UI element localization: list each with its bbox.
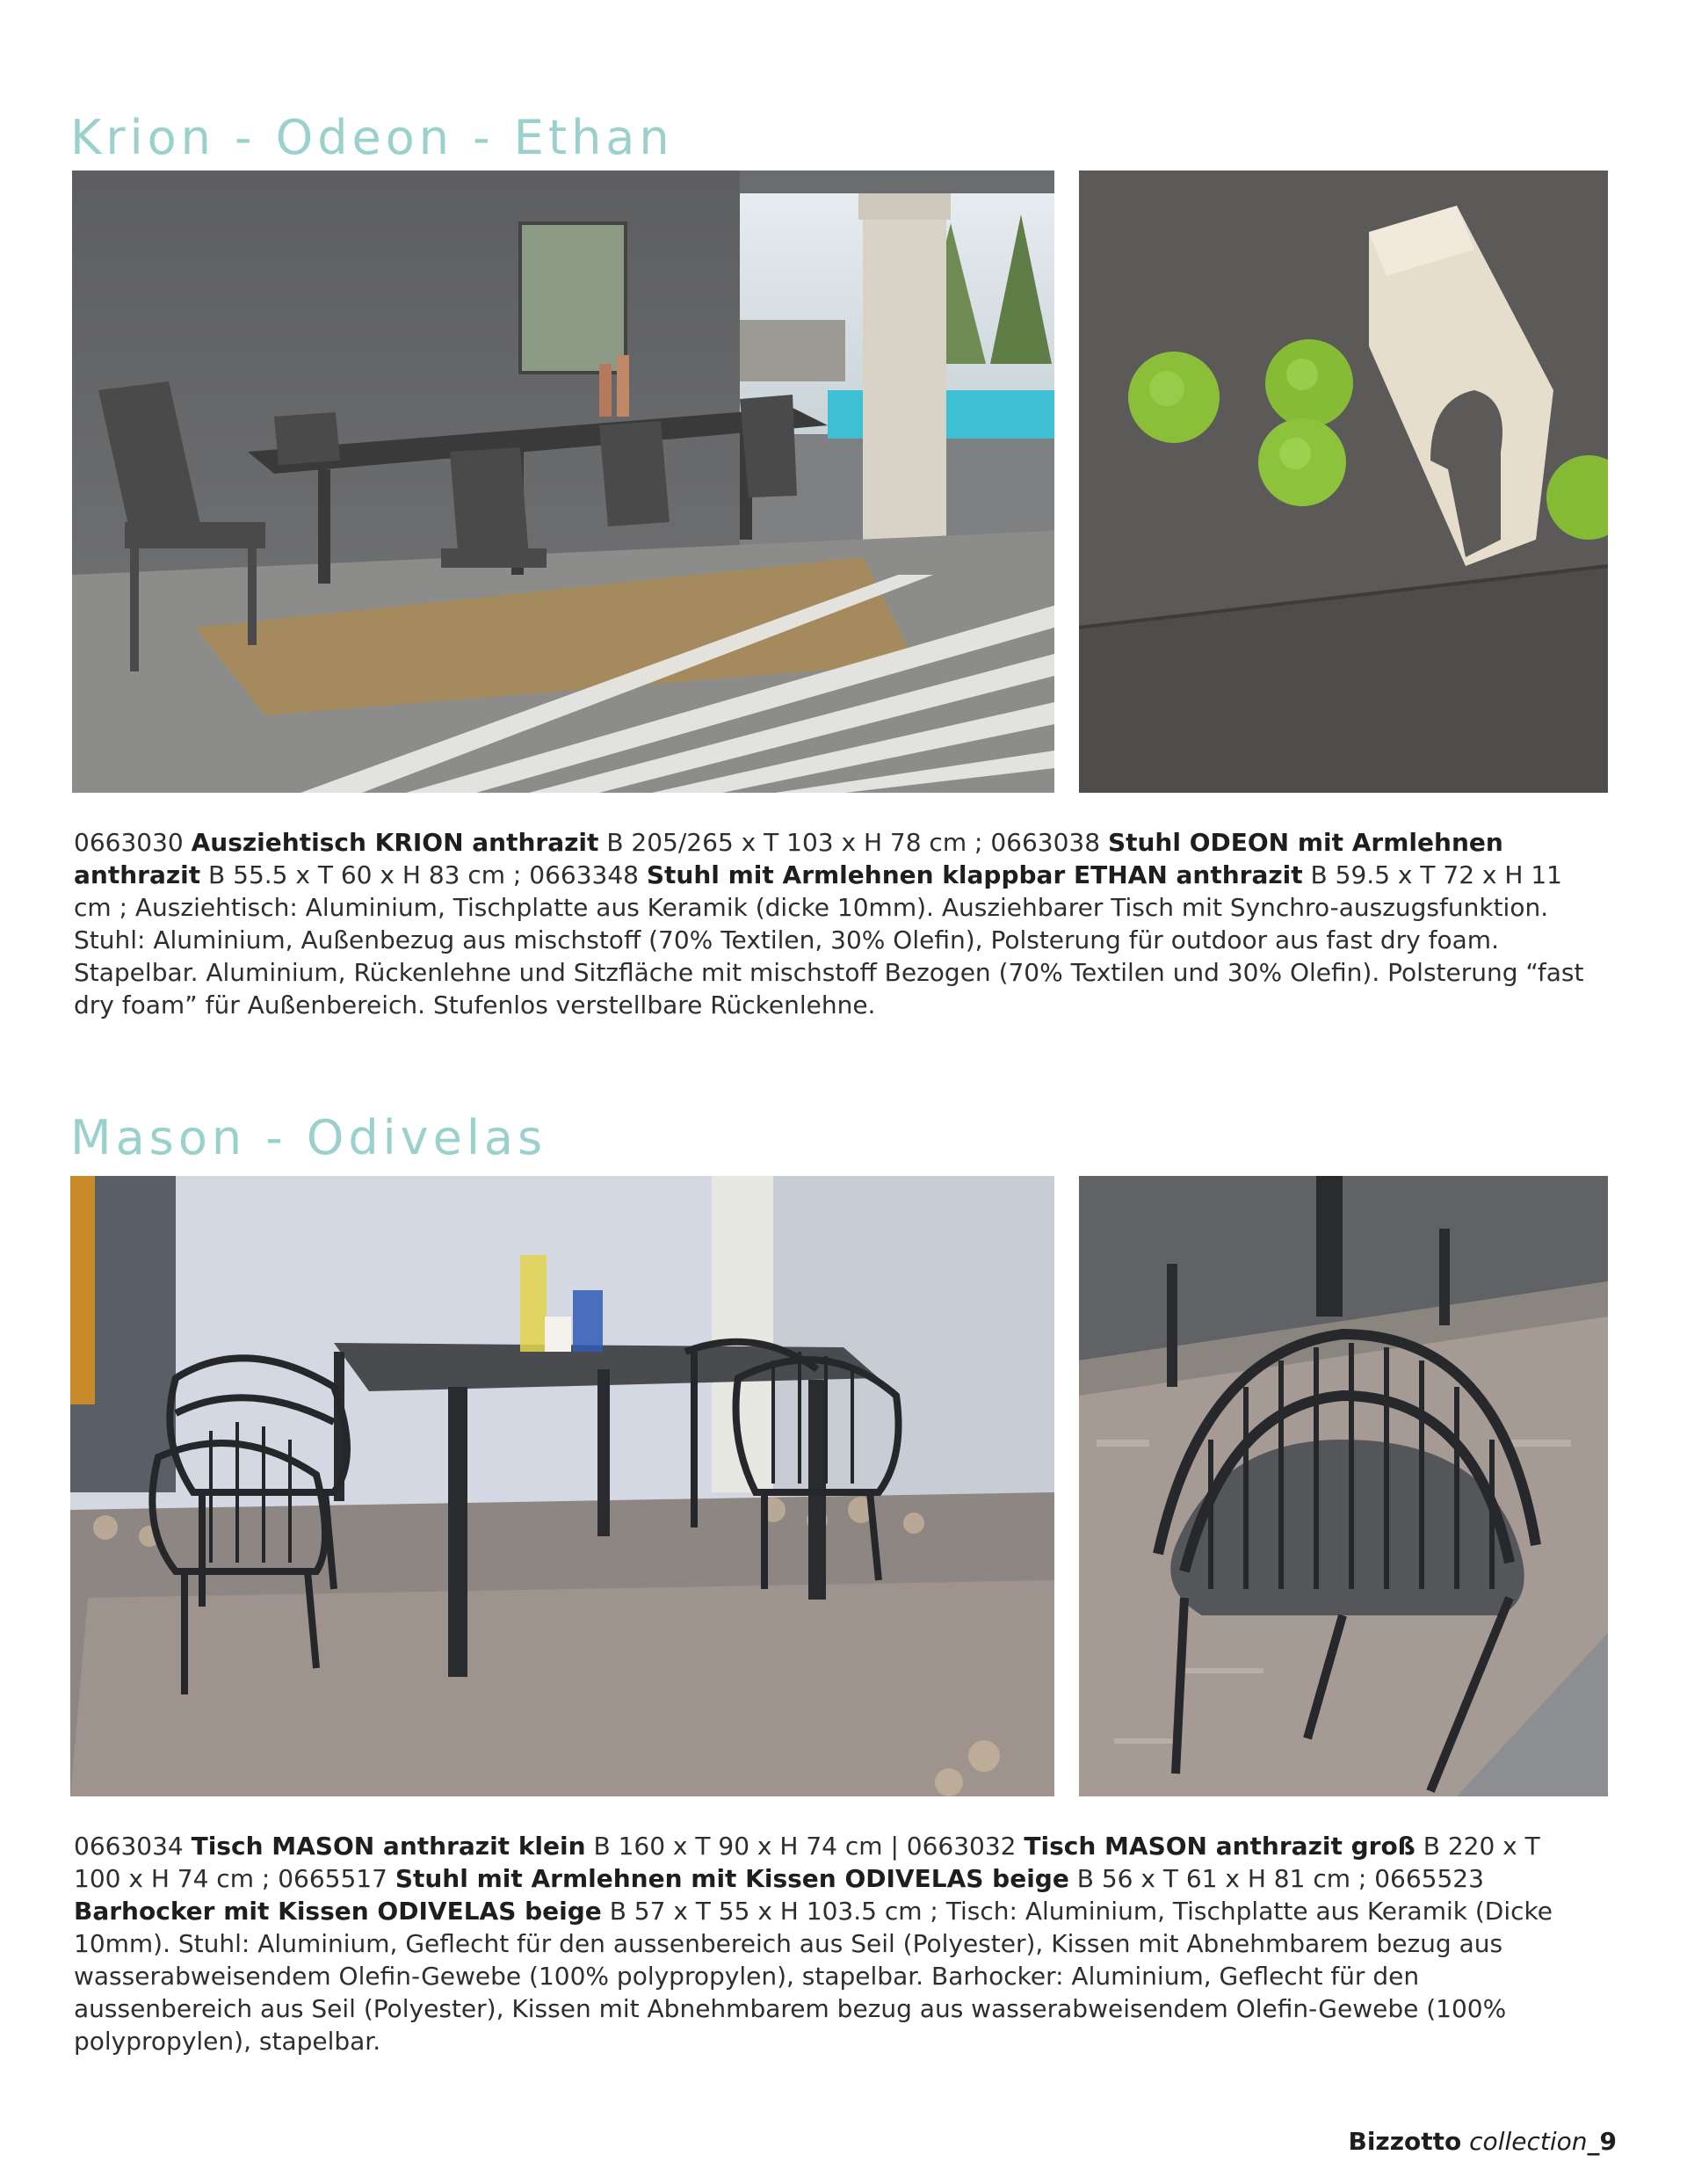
product-spec-text: 0663034 — [74, 1832, 192, 1861]
section-title-krion: Krion - Odeon - Ethan — [70, 110, 674, 165]
product-spec-text: B 205/265 x T 103 x H 78 cm ; 0663038 — [598, 828, 1108, 857]
product-spec-text: B 55.5 x T 60 x H 83 cm ; 0663348 — [200, 860, 647, 889]
product-spec-text: B 59.5 x T 72 x H 11 cm ; Ausziehtisch: Aluminium, Tischplatte aus Keramik (dicke 10mm). Ausziehbarer Tisch mit Synchro-auszugsfunktion. Stuhl: Aluminium, Außenbezug aus mischstoff (70% Textilen, 30% Olefin), Polsterung für outdoor aus fast dry foam. Stapelbar. Aluminium, Rückenlehne und Sitzfläche mit mischstoff Bezogen (70% Textilen und 30% Olefin). Polsterung “fast dry foam” für Außenbereich. Stufenlos verstellbare Rückenlehne. — [74, 860, 1584, 1019]
product-name: Tisch MASON anthrazit klein — [191, 1832, 586, 1861]
page-number: _9 — [1587, 2127, 1617, 2156]
product-spec-text: 0663030 — [74, 828, 192, 857]
product-name: Stuhl ODEON mit Armlehnen anthrazit — [74, 828, 1503, 889]
product-description-mason — [74, 1830, 1585, 2057]
product-name: Stuhl mit Armlehnen mit Kissen ODIVELAS beige — [395, 1864, 1069, 1893]
photo-mason-patio — [70, 1176, 1054, 1796]
product-spec-text: B 220 x T 100 x H 74 cm ; 0665517 — [74, 1832, 1540, 1893]
footer-brand: Bizzotto — [1348, 2127, 1462, 2156]
photo-krion-detail — [1079, 171, 1608, 793]
product-spec-text: B 56 x T 61 x H 81 cm ; 0665523 — [1068, 1864, 1484, 1893]
product-name: Tisch MASON anthrazit groß — [1024, 1832, 1415, 1861]
photo-krion-terrace — [72, 171, 1054, 793]
product-spec-text: B 160 x T 90 x H 74 cm | 0663032 — [585, 1832, 1025, 1861]
product-spec-text: B 57 x T 55 x H 103.5 cm ; Tisch: Aluminium, Tischplatte aus Keramik (Dicke 10mm). Stuhl: Aluminium, Geflecht für den aussenbereich aus Seil (Polyester), Kissen mit Abnehmbarem bezug aus wasserabweisendem Olefin-Gewebe (100% polypropylen), stapelbar. Barhocker: Aluminium, Geflecht für den aussenbereich aus Seil (Polyester), Kissen mit Abnehmbarem bezug aus wasserabweisendem Olefin-Gewebe (100% polypropylen), stapelbar. — [74, 1897, 1553, 2056]
product-description-krion — [74, 826, 1585, 1021]
photo-odivelas-detail — [1079, 1176, 1608, 1796]
page-footer — [1348, 2127, 1617, 2156]
product-name: Ausziehtisch KRION anthrazit — [191, 828, 599, 857]
footer-collection: collection — [1461, 2127, 1588, 2156]
product-name: Stuhl mit Armlehnen klappbar ETHAN anthrazit — [646, 860, 1303, 889]
product-name: Barhocker mit Kissen ODIVELAS beige — [74, 1897, 602, 1926]
section-title-mason: Mason - Odivelas — [70, 1110, 547, 1165]
